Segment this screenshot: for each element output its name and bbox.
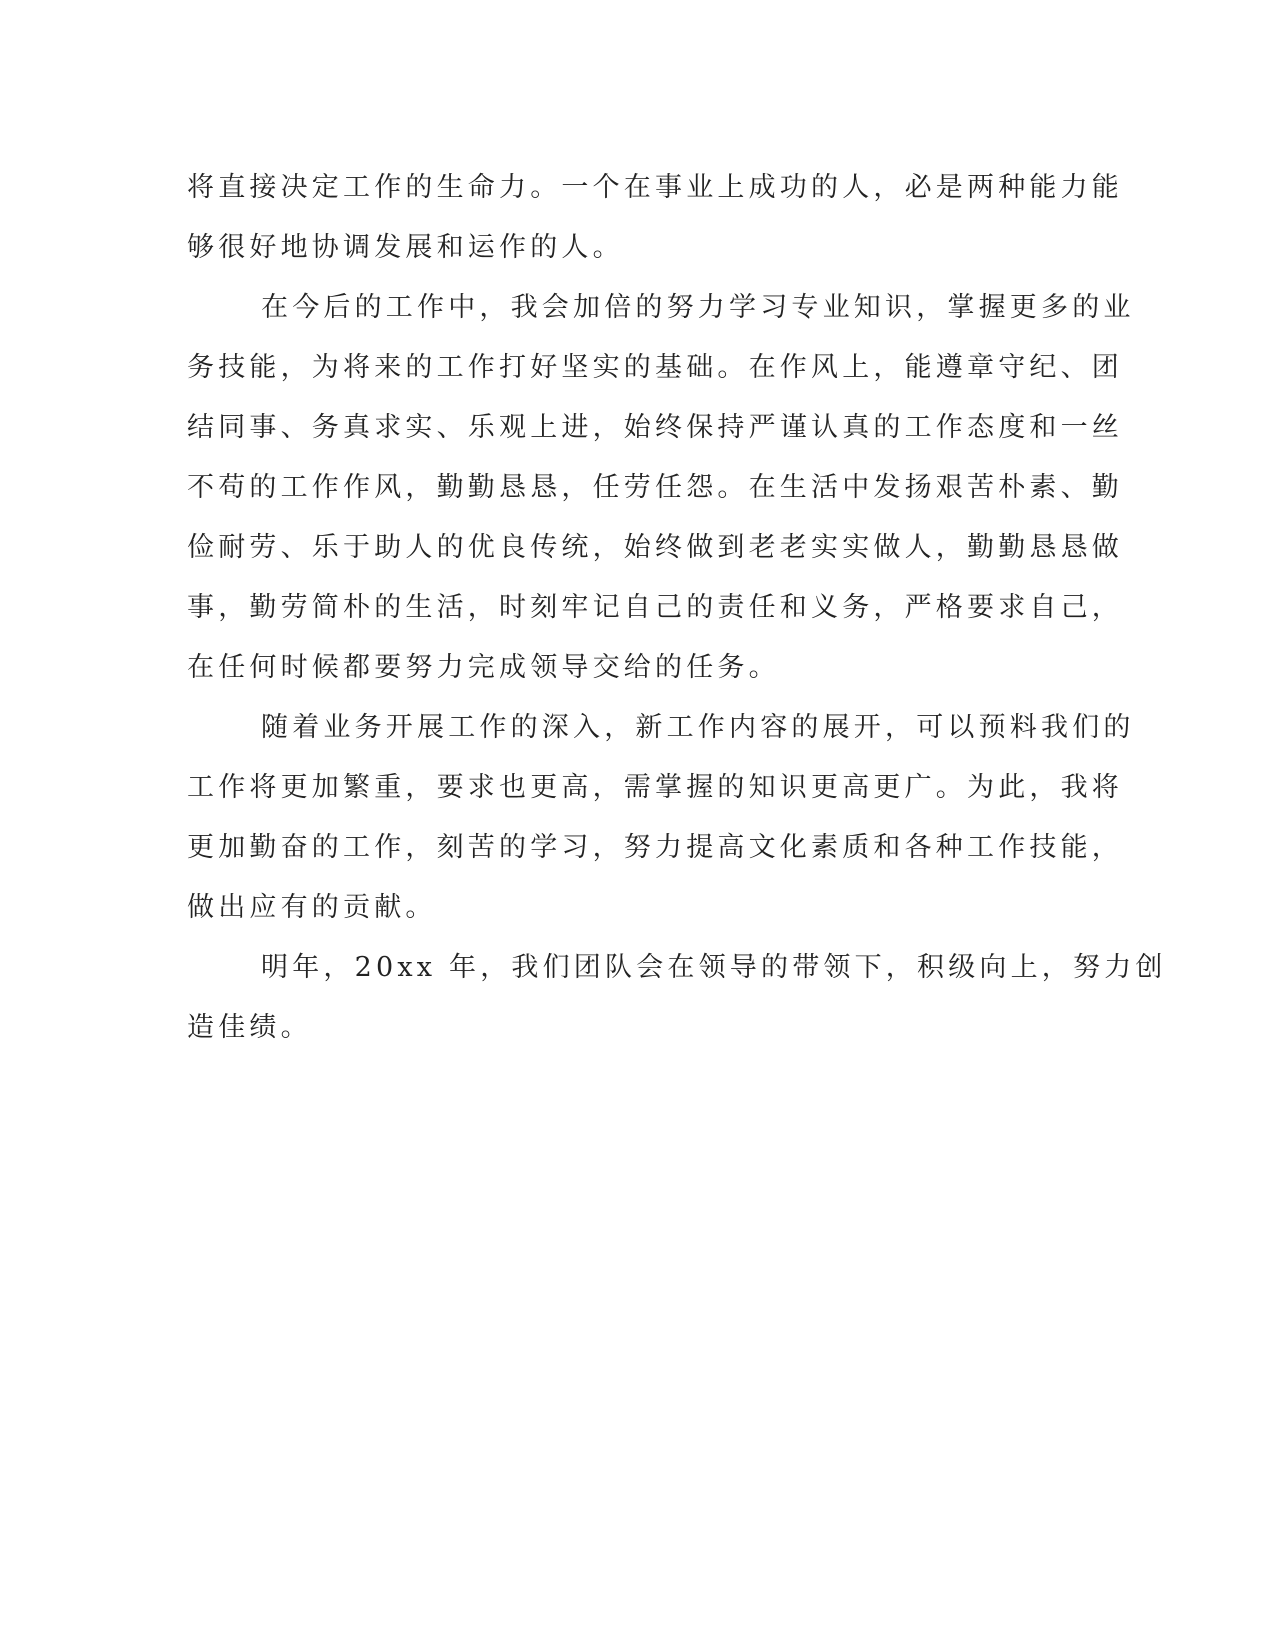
text-line: 将直接决定工作的生命力。一个在事业上成功的人，必是两种能力能 [187, 172, 1123, 203]
document-body [187, 158, 1167, 1058]
text-line: 造佳绩。 [187, 1012, 312, 1043]
paragraph-4 [187, 938, 1167, 1058]
text-line: 做出应有的贡献。 [187, 892, 437, 923]
paragraph-3 [187, 698, 1135, 938]
text-line: 结同事、务真求实、乐观上进，始终保持严谨认真的工作态度和一丝 [187, 412, 1123, 443]
text-line: 俭耐劳、乐于助人的优良传统，始终做到老老实实做人，勤勤恳恳做 [187, 532, 1123, 563]
text-line: 在今后的工作中，我会加倍的努力学习专业知识，掌握更多的业 [261, 292, 1135, 323]
text-line: 务技能，为将来的工作打好坚实的基础。在作风上，能遵章守纪、团 [187, 352, 1123, 383]
text-line: 明年，20xx 年，我们团队会在领导的带领下，积级向上，努力创 [261, 952, 1167, 983]
paragraph-2 [187, 278, 1135, 698]
text-line: 在任何时候都要努力完成领导交给的任务。 [187, 652, 780, 683]
text-line: 工作将更加繁重，要求也更高，需掌握的知识更高更广。为此，我将 [187, 772, 1123, 803]
paragraph-1 [187, 158, 1123, 278]
text-line: 不苟的工作作风，勤勤恳恳，任劳任怨。在生活中发扬艰苦朴素、勤 [187, 472, 1123, 503]
text-line: 更加勤奋的工作，刻苦的学习，努力提高文化素质和各种工作技能， [187, 832, 1123, 863]
text-line: 事，勤劳简朴的生活，时刻牢记自己的责任和义务，严格要求自己， [187, 592, 1123, 623]
text-line: 随着业务开展工作的深入，新工作内容的展开，可以预料我们的 [261, 712, 1135, 743]
text-line: 够很好地协调发展和运作的人。 [187, 232, 624, 263]
